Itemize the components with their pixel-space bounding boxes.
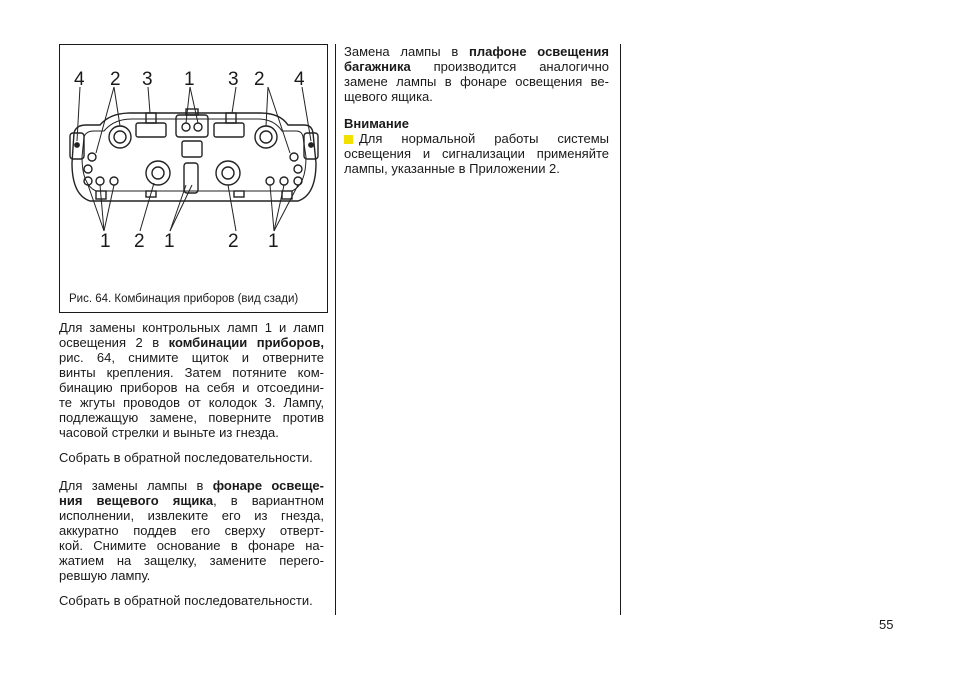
text-line: бинацию приборов на себя и отсоедини-	[59, 380, 324, 395]
paragraph-reassemble-1	[59, 450, 324, 465]
figure-caption: Рис. 64. Комбинация приборов (вид сзади)	[69, 293, 299, 305]
text-run: , в вариантном	[213, 493, 324, 508]
bold-term: фонаре освеще-	[212, 478, 324, 493]
label-bottom-3: 1	[164, 231, 175, 252]
label-bottom-1: 1	[100, 231, 111, 252]
page-number: 55	[879, 617, 894, 632]
label-top-2: 2	[110, 69, 121, 90]
text-line: ревшую лампу.	[59, 568, 151, 583]
text-line	[59, 478, 324, 493]
text-line: лампы, указанные в Приложении 2.	[344, 161, 560, 176]
figure-instrument-cluster	[59, 44, 328, 313]
text-line	[59, 335, 324, 350]
text-run: производится аналогично	[410, 59, 609, 74]
bold-term: багажника	[344, 59, 411, 74]
text-line	[59, 493, 324, 508]
paragraph-glovebox-lamp	[59, 478, 324, 583]
text-line: аккуратно поддев его сверху отверт-	[59, 523, 324, 538]
text-line: рис. 64, снимите щиток и отверните	[59, 350, 324, 365]
warning-bullet-icon	[344, 135, 353, 144]
warning-block	[344, 116, 609, 176]
text-line	[344, 59, 609, 74]
paragraph-cluster-lamps	[59, 320, 324, 440]
label-top-1: 4	[74, 69, 85, 90]
text-line: те жгуты проводов от колодок 3. Лампу,	[59, 395, 324, 410]
text-run: Замена лампы в	[344, 44, 469, 59]
text-line: Для замены контрольных ламп 1 и ламп	[59, 320, 324, 335]
text-line	[344, 131, 609, 146]
text-line	[344, 44, 609, 59]
paragraph-trunk-lamp	[344, 44, 609, 104]
label-bottom-5: 1	[268, 231, 279, 252]
text-line: кой. Снимите основание в фонаре на-	[59, 538, 324, 553]
text-line: часовой стрелки и выньте из гнезда.	[59, 425, 279, 440]
text-run: Для нормальной работы системы	[359, 131, 609, 146]
column-divider-left	[335, 44, 336, 615]
column-divider-right	[620, 44, 621, 615]
text-line: освещения и сигнализации применяйте	[344, 146, 609, 161]
text-line: подлежащую замене, поверните против	[59, 410, 324, 425]
text-line: щевого ящика.	[344, 89, 433, 104]
text-line: Собрать в обратной последовательности.	[59, 593, 313, 608]
label-top-3: 3	[142, 69, 153, 90]
text-run: освещения 2 в	[59, 335, 169, 350]
label-bottom-4: 2	[228, 231, 239, 252]
label-top-7: 4	[294, 69, 305, 90]
bold-term: ния вещевого ящика	[59, 493, 214, 508]
text-line: жатием на защелку, замените перего-	[59, 553, 324, 568]
label-top-4: 1	[184, 69, 195, 90]
warning-title	[344, 116, 609, 131]
bold-term: комбинации приборов,	[168, 335, 324, 350]
warning-title-text: Внимание	[344, 116, 409, 131]
text-line: исполнении, извлеките его из гнезда,	[59, 508, 324, 523]
label-bottom-2: 2	[134, 231, 145, 252]
text-line: Собрать в обратной последовательности.	[59, 450, 313, 465]
text-line: замене лампы в фонаре освещения ве-	[344, 74, 609, 89]
text-run: Для замены лампы в	[59, 478, 213, 493]
text-line: винты крепления. Затем потяните ком-	[59, 365, 324, 380]
bold-term: плафоне освещения	[468, 44, 609, 59]
label-top-6: 2	[254, 69, 265, 90]
instrument-cluster-drawing	[60, 45, 329, 314]
label-top-5: 3	[228, 69, 239, 90]
paragraph-reassemble-2	[59, 593, 324, 608]
